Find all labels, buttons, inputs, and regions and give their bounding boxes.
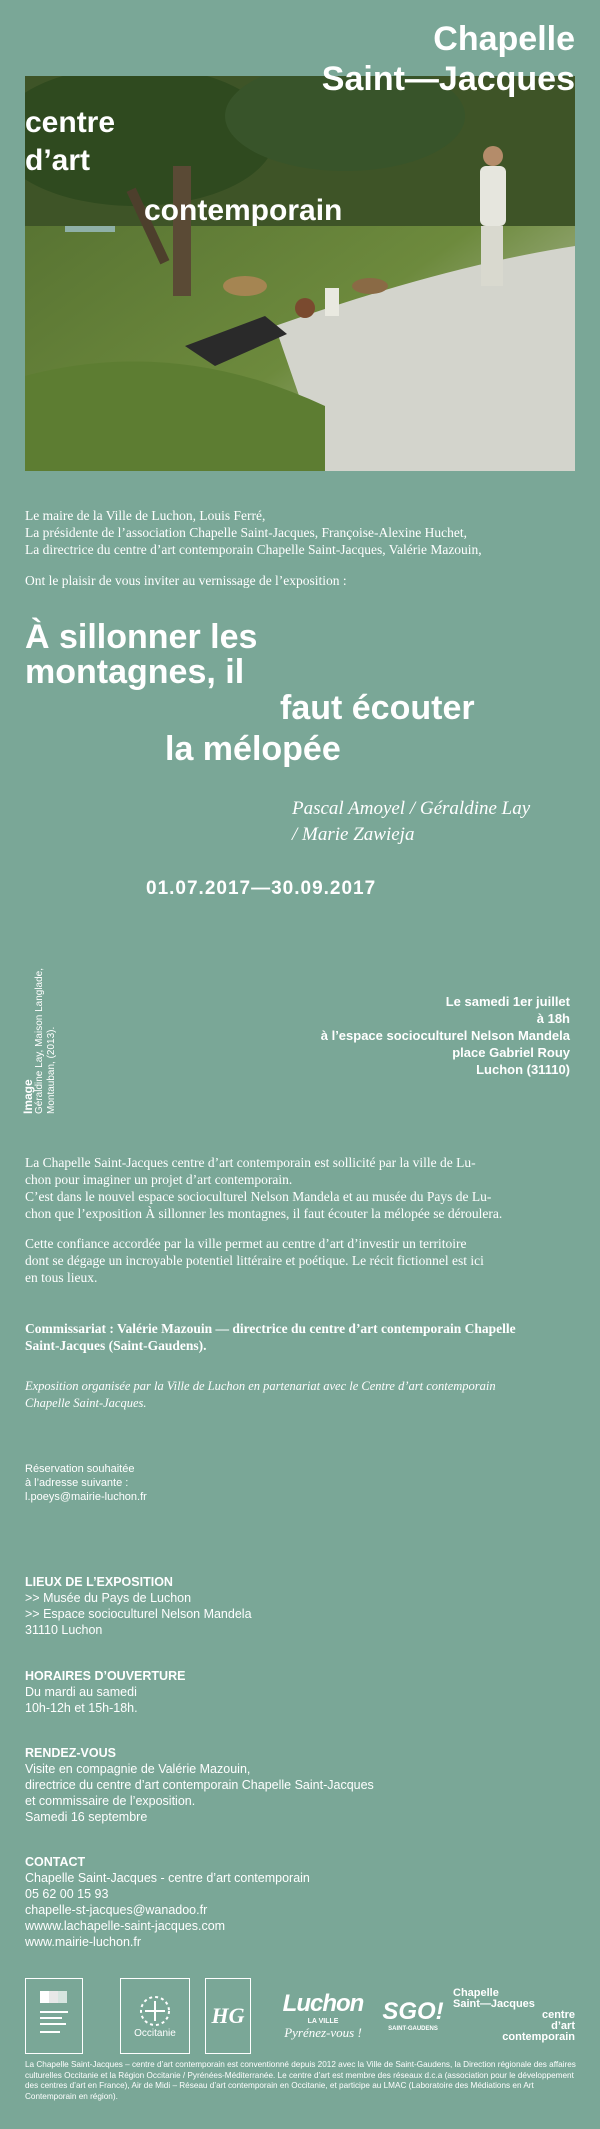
paragraph-line: La Chapelle Saint-Jacques centre d’art contemporain est sollicité par la ville de Lu- (25, 1155, 476, 1170)
chapelle-logo-line: d’art (551, 2019, 575, 2032)
paragraph-line: en tous lieux. (25, 1270, 98, 1285)
paragraph-line: chon pour imaginer un projet d’art contemporain. (25, 1172, 293, 1187)
chapelle-logo-line: Chapelle (453, 1986, 499, 1999)
artists-line: / Marie Zawieja (292, 824, 415, 845)
curator-paragraph (25, 1320, 565, 1354)
invite-text: Ont le plaisir de vous inviter au vernissage de l’exposition : (25, 573, 347, 588)
paragraph-line: chon que l’exposition À sillonner les montagnes, il faut écouter la mélopée se déroulera. (25, 1206, 503, 1221)
exhibition-dates: 01.07.2017—30.09.2017 (146, 878, 377, 899)
title-chapelle: Chapelle (433, 20, 575, 58)
chapelle-logo-line: centre (541, 2008, 575, 2021)
paragraph-line: Commissariat : Valérie Mazouin — directrice du centre d’art contemporain Chapelle (25, 1321, 516, 1336)
event-line: place Gabriel Rouy (452, 1045, 570, 1060)
chapelle-logo-line: contemporain (502, 2030, 575, 2043)
contact-section (25, 1854, 310, 1950)
chapelle-logo (433, 1978, 575, 2052)
opening-event (321, 993, 570, 1078)
event-line: à 18h (536, 1011, 570, 1026)
reservation-line: Réservation souhaitée (25, 1463, 135, 1475)
section-line: Du mardi au samedi (25, 1685, 137, 1699)
section-heading: LIEUX DE L’EXPOSITION (25, 1575, 173, 1589)
section-line: >> Musée du Pays de Luchon (25, 1591, 192, 1605)
luchon-subtitle: LA VILLE (307, 2017, 339, 2025)
reservation-email[interactable]: l.poeys@mairie-luchon.fr (25, 1491, 147, 1503)
chapelle-logo-line: Saint—Jacques (453, 1997, 535, 2010)
contact-line: Chapelle Saint-Jacques - centre d’art contemporain (25, 1871, 310, 1885)
exhibition-title-line: la mélopée (165, 730, 341, 768)
partner-logos (25, 1978, 575, 2064)
title-centre: centre (25, 106, 116, 139)
image-credit-label: Image (21, 1079, 35, 1114)
image-credit-line: Montauban, (2013). (46, 1026, 57, 1114)
occitanie-wordmark: Occitanie (134, 2027, 176, 2039)
event-line: à l’espace socioculturel Nelson Mandela (320, 1028, 570, 1043)
rendezvous-section (25, 1745, 374, 1825)
luchon-logo (268, 1978, 378, 2052)
exhibition-title-line: À sillonner les (25, 618, 258, 656)
image-credit (22, 934, 58, 1114)
paragraph-line: Saint-Jacques (Saint-Gaudens). (25, 1338, 207, 1353)
paragraph-line: Exposition organisée par la Ville de Luchon en partenariat avec le Centre d’art contemporain (25, 1379, 496, 1393)
title-saint-jacques: Saint—Jacques (321, 60, 575, 98)
section-heading: HORAIRES D’OUVERTURE (25, 1669, 186, 1683)
confidence-paragraph (25, 1235, 565, 1286)
section-line: >> Espace socioculturel Nelson Mandela (25, 1607, 252, 1621)
exhibition-title-line: montagnes, il (25, 653, 245, 691)
footer-note: La Chapelle Saint-Jacques – centre d’art contemporain est conventionné depuis 2012 avec la Ville de Saint-Gaudens, la Direction régionale des affaires culturelles Occitanie et la Région Occitanie / Pyrénées-Méditerranée. Le centre d’art est membre des réseaux d.c.a (association pour le développement des centres d’art en France), Air de Midi – Réseau d’art contemporain en Occitanie, et participe au LMAC (Laboratoire des Médiations en Art Contemporain en région). (25, 2060, 576, 2101)
artists-line: Pascal Amoyel / Géraldine Lay (292, 798, 531, 819)
paragraph-line: Chapelle Saint-Jacques. (25, 1396, 147, 1410)
sg-wordmark: SGO! (382, 1998, 444, 2025)
prefecture-logo (25, 1978, 83, 2054)
contact-website-link[interactable]: wwww.lachapelle-saint-jacques.com (25, 1919, 226, 1933)
contact-website-link[interactable]: www.mairie-luchon.fr (25, 1935, 142, 1949)
intro-line: Le maire de la Ville de Luchon, Louis Ferré, (25, 508, 266, 523)
luchon-slogan: Pyrénez-vous ! (284, 2024, 362, 2040)
haute-garonne-logo (205, 1978, 251, 2054)
section-line: 10h-12h et 15h-18h. (25, 1701, 138, 1715)
reservation-line: à l’adresse suivante : (25, 1477, 129, 1489)
luchon-wordmark: Luchon (282, 1989, 364, 2017)
paragraph-line: dont se dégage un incroyable potentiel littéraire et poétique. Le récit fictionnel est ici (25, 1253, 484, 1268)
sg-subtitle: SAINT-GAUDENS (388, 2026, 438, 2032)
section-line: directrice du centre d’art contemporain Chapelle Saint-Jacques (25, 1778, 374, 1792)
section-line: 31110 Luchon (25, 1623, 103, 1637)
title-dart: d’art (25, 144, 91, 177)
exhibition-title-line: faut écouter (280, 689, 475, 727)
venues-section (25, 1574, 252, 1638)
image-credit-line: Géraldine Lay, Maison Langlade, (34, 967, 45, 1114)
organization-paragraph (25, 1378, 565, 1412)
section-line: Visite en compagnie de Valérie Mazouin, (25, 1762, 251, 1776)
hours-section (25, 1668, 185, 1716)
section-line: et commissaire de l’exposition. (25, 1794, 196, 1808)
event-line: Luchon (31110) (476, 1062, 570, 1077)
contact-email[interactable]: chapelle-st-jacques@wanadoo.fr (25, 1903, 208, 1917)
reservation (25, 1462, 147, 1504)
contact-phone[interactable]: 05 62 00 15 93 (25, 1887, 109, 1901)
paragraph-line: Cette confiance accordée par la ville permet au centre d’art d’investir un territoire (25, 1236, 467, 1251)
event-line: Le samedi 1er juillet (445, 994, 570, 1009)
paragraph-line: C’est dans le nouvel espace socioculturel Nelson Mandela et au musée du Pays de Lu- (25, 1189, 492, 1204)
title-contemporain: contemporain (144, 194, 343, 227)
description-paragraph (25, 1154, 565, 1222)
hg-wordmark: HG (211, 2003, 245, 2028)
artists (292, 796, 530, 848)
intro-line: La présidente de l’association Chapelle Saint-Jacques, Françoise-Alexine Huchet, (25, 525, 467, 540)
intro-line: La directrice du centre d’art contemporain Chapelle Saint-Jacques, Valérie Mazouin, (25, 542, 482, 557)
occitanie-logo (120, 1978, 190, 2054)
section-heading: CONTACT (25, 1855, 86, 1869)
intro-text (25, 507, 585, 558)
section-line: Samedi 16 septembre (25, 1810, 148, 1824)
section-heading: RENDEZ-VOUS (25, 1746, 116, 1760)
